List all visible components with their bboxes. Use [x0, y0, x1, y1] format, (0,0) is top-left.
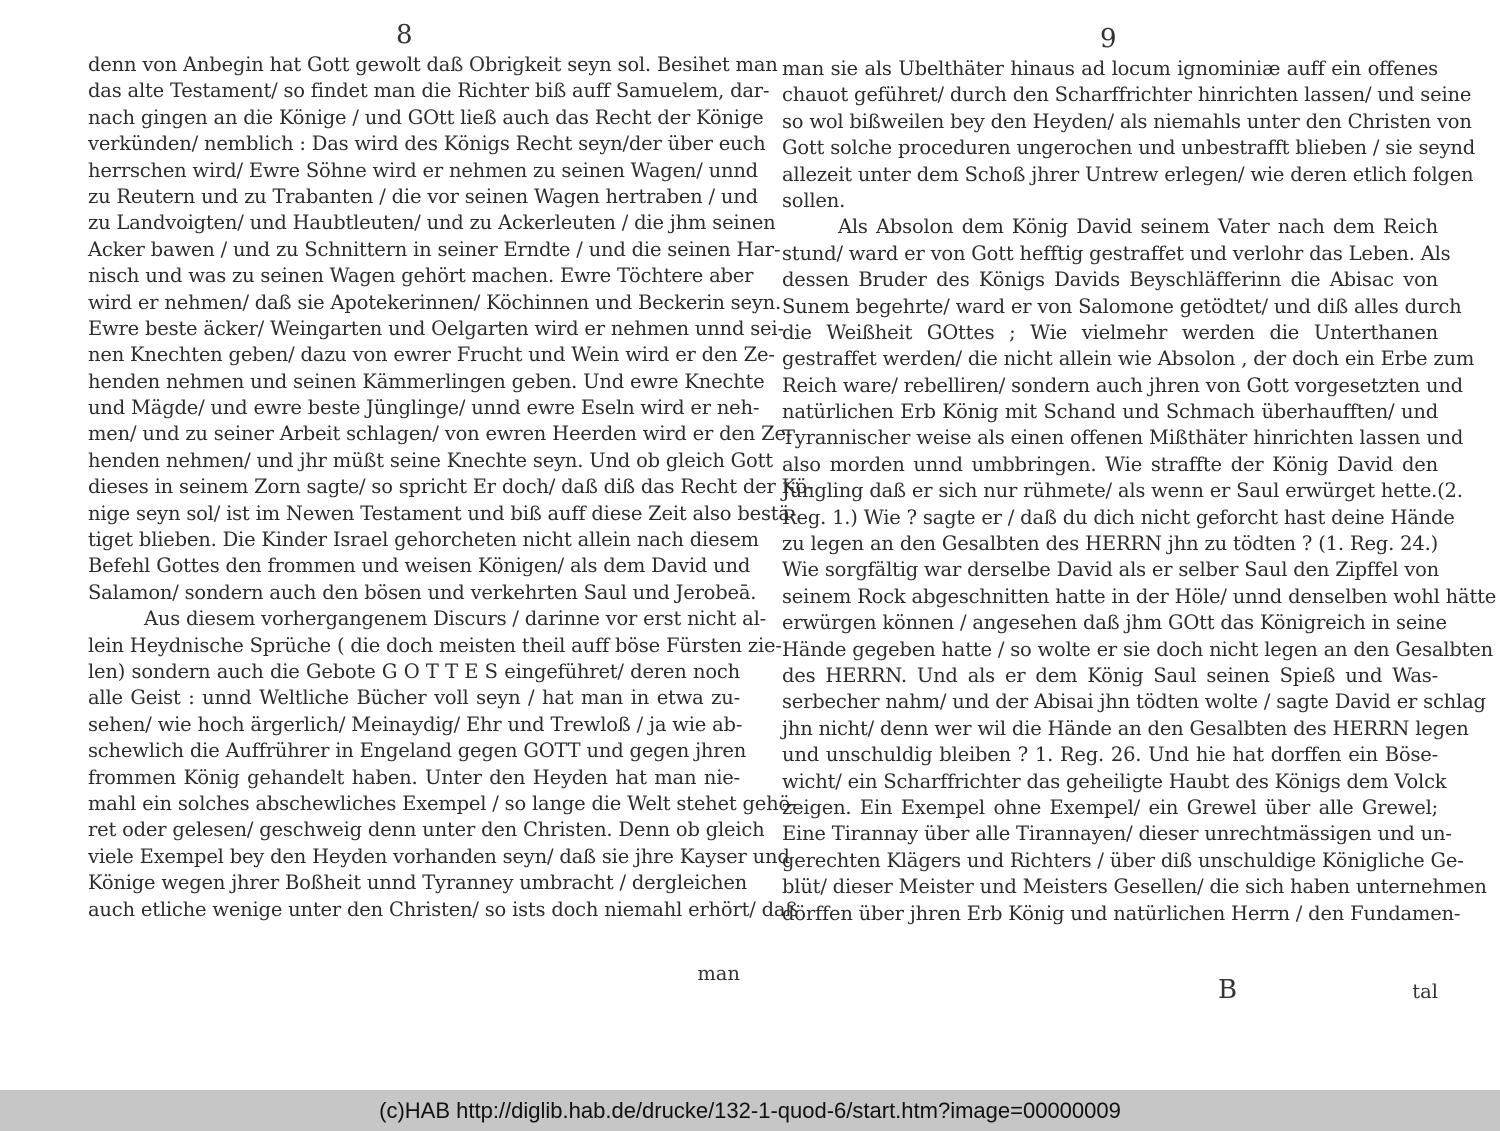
text-line: frommen König gehandelt haben. Unter den Heyden hat man nie-: [88, 765, 740, 789]
text-line: denn von Anbegin hat Gott gewolt daß Obrigkeit seyn sol. Besihet man: [88, 53, 778, 76]
text-line: Jüngling daß er sich nur rühmete/ als wenn er Saul erwürget hette.(2.: [782, 479, 1463, 503]
text-line: und unschuldig bleiben ? 1. Reg. 26. Und hie hat dorffen ein Böse-: [782, 743, 1438, 767]
text-line: dörffen über jhren Erb König und natürlichen Herrn / den Fundamen-: [782, 901, 1461, 925]
text-line: jhn nicht/ denn wer wil die Hände an den Gesalbten des HERRN legen: [782, 716, 1469, 740]
text-line: mahl ein solches abschewliches Exempel / so lange die Welt stehet gehö-: [88, 791, 797, 815]
text-line: zu legen an den Gesalbten des HERRN jhn zu tödten ? (1. Reg. 24.): [782, 532, 1438, 556]
text-line: man sie als Ubelthäter hinaus ad locum ignominiæ auff ein offenes: [782, 57, 1438, 80]
text-line: Gott solche proceduren ungerochen und unbestrafft blieben / sie seynd: [782, 136, 1476, 160]
text-line: Aus diesem vorhergangenem Discurs / darinne vor erst nicht al-: [144, 607, 767, 631]
page-text-block: [782, 56, 1497, 927]
page-number: 9: [1100, 24, 1117, 54]
text-line: Eine Tirannay über alle Tirannayen/ dieser unrechtmässigen und un-: [782, 822, 1452, 846]
text-line: gerechten Klägers und Richters / über diß unschuldige Königliche Ge-: [782, 848, 1464, 872]
text-line: henden nehmen/ und jhr müßt seine Knechte seyn. Und ob gleich Gott: [88, 448, 773, 472]
page-number: 8: [396, 20, 413, 50]
text-line: verkünden/ nemblich : Das wird des Königs Recht seyn/der über euch: [88, 132, 766, 156]
text-line: ret oder gelesen/ geschweig denn unter den Christen. Denn ob gleich: [88, 818, 765, 842]
text-line: Salamon/ sondern auch den bösen und verkehrten Saul und Jerobeā.: [88, 580, 757, 604]
text-line: alle Geist : unnd Weltliche Bücher voll seyn / hat man in etwa zu-: [88, 686, 740, 710]
text-line: das alte Testament/ so findet man die Richter biß auff Samuelem, dar-: [88, 79, 770, 103]
text-line: Tyrannischer weise als einen offenen Mißthäter hinrichten lassen und: [782, 426, 1464, 450]
text-line: Ewre beste äcker/ Weingarten und Oelgarten wird er nehmen unnd sei-: [88, 316, 784, 340]
text-line: auch etliche wenige unter den Christen/ so ists doch niemahl erhört/ daß: [88, 897, 799, 921]
text-line: Als Absolon dem König David seinem Vater nach dem Reich: [838, 215, 1438, 239]
text-line: Reg. 1.) Wie ? sagte er / daß du dich nicht geforcht hast deine Hände: [782, 505, 1455, 529]
text-line: erwürgen können / angesehen daß jhm GOtt das Königreich in seine: [782, 611, 1447, 635]
text-line: die Weißheit GOttes ; Wie vielmehr werden die Unterthanen: [782, 320, 1438, 344]
text-line: chauot geführet/ durch den Scharffrichter hinrichten lassen/ und seine: [782, 83, 1472, 107]
text-line: serbecher nahm/ und der Abisai jhn tödten wolte / sagte David er schlag: [782, 690, 1486, 714]
source-footer: [0, 1090, 1500, 1131]
text-line: Reich ware/ rebelliren/ sondern auch jhren von Gott vorgesetzten und: [782, 373, 1463, 397]
text-line: herrschen wird/ Ewre Söhne wird er nehmen zu seinen Wagen/ unnd: [88, 158, 758, 182]
text-line: len) sondern auch die Gebote G O T T E S eingeführet/ deren noch: [88, 659, 740, 683]
text-line: stund/ ward er von Gott hefftig gestraffet und verlohr das Leben. Als: [782, 241, 1451, 265]
text-line: Befehl Gottes den frommen und weisen Königen/ als dem David und: [88, 554, 751, 578]
text-line: sehen/ wie hoch ärgerlich/ Meinaydig/ Ehr und Trewloß / ja wie ab-: [88, 712, 743, 736]
text-line: Wie sorgfältig war derselbe David als er selber Saul den Zipffel von: [782, 558, 1440, 582]
text-line: nach gingen an die Könige / und GOtt ließ auch das Recht der Könige: [88, 105, 764, 129]
text-line: nige seyn sol/ ist im Newen Testament und biß auff diese Zeit also bestä-: [88, 501, 797, 525]
text-line: also morden unnd umbbringen. Wie straffte der König David den: [782, 452, 1438, 476]
text-line: Hände gegeben hatte / so wolte er sie doch nicht legen an den Gesalbten: [782, 637, 1493, 661]
text-line: schewlich die Auffrührer in Engeland gegen GOTT und gegen jhren: [88, 739, 747, 763]
text-line: Könige wegen jhrer Boßheit unnd Tyranney umbracht / dergleichen: [88, 871, 748, 895]
text-line: zu Reutern und zu Trabanten / die vor seinen Wagen hertraben / und: [88, 184, 758, 208]
text-line: nisch und was zu seinen Wagen gehört machen. Ewre Töchtere aber: [88, 264, 754, 288]
text-line: lein Heydnische Sprüche ( die doch meisten theil auff böse Fürsten zie-: [88, 633, 782, 657]
signature-mark: B: [1218, 975, 1238, 1005]
text-line: seinem Rock abgeschnitten hatte in der Höle/ unnd denselben wohl hätte: [782, 584, 1497, 608]
text-line: Acker bawen / und zu Schnittern in seiner Erndte / und die seinen Har-: [88, 237, 781, 261]
text-line: und Mägde/ und ewre beste Jünglinge/ unnd ewre Eseln wird er neh-: [88, 396, 760, 420]
text-line: dieses in seinem Zorn sagte/ so spricht Er doch/ daß diß das Recht der Kö-: [88, 475, 814, 499]
text-line: Sunem begehrte/ ward er von Salomone getödtet/ und diß alles durch: [782, 294, 1462, 318]
text-line: nen Knechten geben/ dazu von ewrer Frucht und Wein wird er den Ze-: [88, 343, 775, 367]
catchword: man: [697, 962, 740, 985]
text-line: allezeit unter dem Schoß jhrer Untrew erlegen/ wie deren etlich folgen: [782, 162, 1474, 186]
text-line: viele Exempel bey den Heyden vorhanden seyn/ daß sie jhre Kayser und: [88, 844, 790, 868]
text-line: blüt/ dieser Meister und Meisters Gesellen/ die sich haben unternehmen: [782, 875, 1487, 899]
text-line: henden nehmen und seinen Kämmerlingen geben. Und ewre Knechte: [88, 369, 765, 393]
text-line: zu Landvoigten/ und Haubtleuten/ und zu Ackerleuten / die jhm seinen: [88, 211, 776, 235]
text-line: zeigen. Ein Exempel ohne Exempel/ ein Grewel über alle Grewel;: [782, 795, 1438, 819]
text-line: tiget blieben. Die Kinder Israel gehorcheten nicht allein nach diesem: [88, 528, 759, 552]
text-line: gestraffet werden/ die nicht allein wie Absolon , der doch ein Erbe zum: [782, 347, 1475, 371]
text-line: sollen.: [782, 188, 846, 212]
text-line: wicht/ ein Scharffrichter das geheiligte Haubt des Königs dem Volck: [782, 769, 1447, 793]
text-line: men/ und zu seiner Arbeit schlagen/ von ewren Heerden wird er den Ze-: [88, 422, 793, 446]
text-line: so wol bißweilen bey den Heyden/ als niemahls unter den Christen von: [782, 109, 1472, 133]
text-line: des HERRN. Und als er dem König Saul seinen Spieß und Was-: [782, 663, 1438, 687]
catchword: tal: [1412, 980, 1438, 1003]
text-line: dessen Bruder des Königs Davids Beyschläfferinn die Abisac von: [782, 268, 1438, 292]
text-line: natürlichen Erb König mit Schand und Schmach überhaufften/ und: [782, 400, 1438, 424]
text-line: wird er nehmen/ daß sie Apotekerinnen/ Köchinnen und Beckerin seyn.: [88, 290, 781, 314]
footer-citation: (c)HAB http://diglib.hab.de/drucke/132-1-quod-6/start.htm?image=00000009: [379, 1097, 1121, 1123]
